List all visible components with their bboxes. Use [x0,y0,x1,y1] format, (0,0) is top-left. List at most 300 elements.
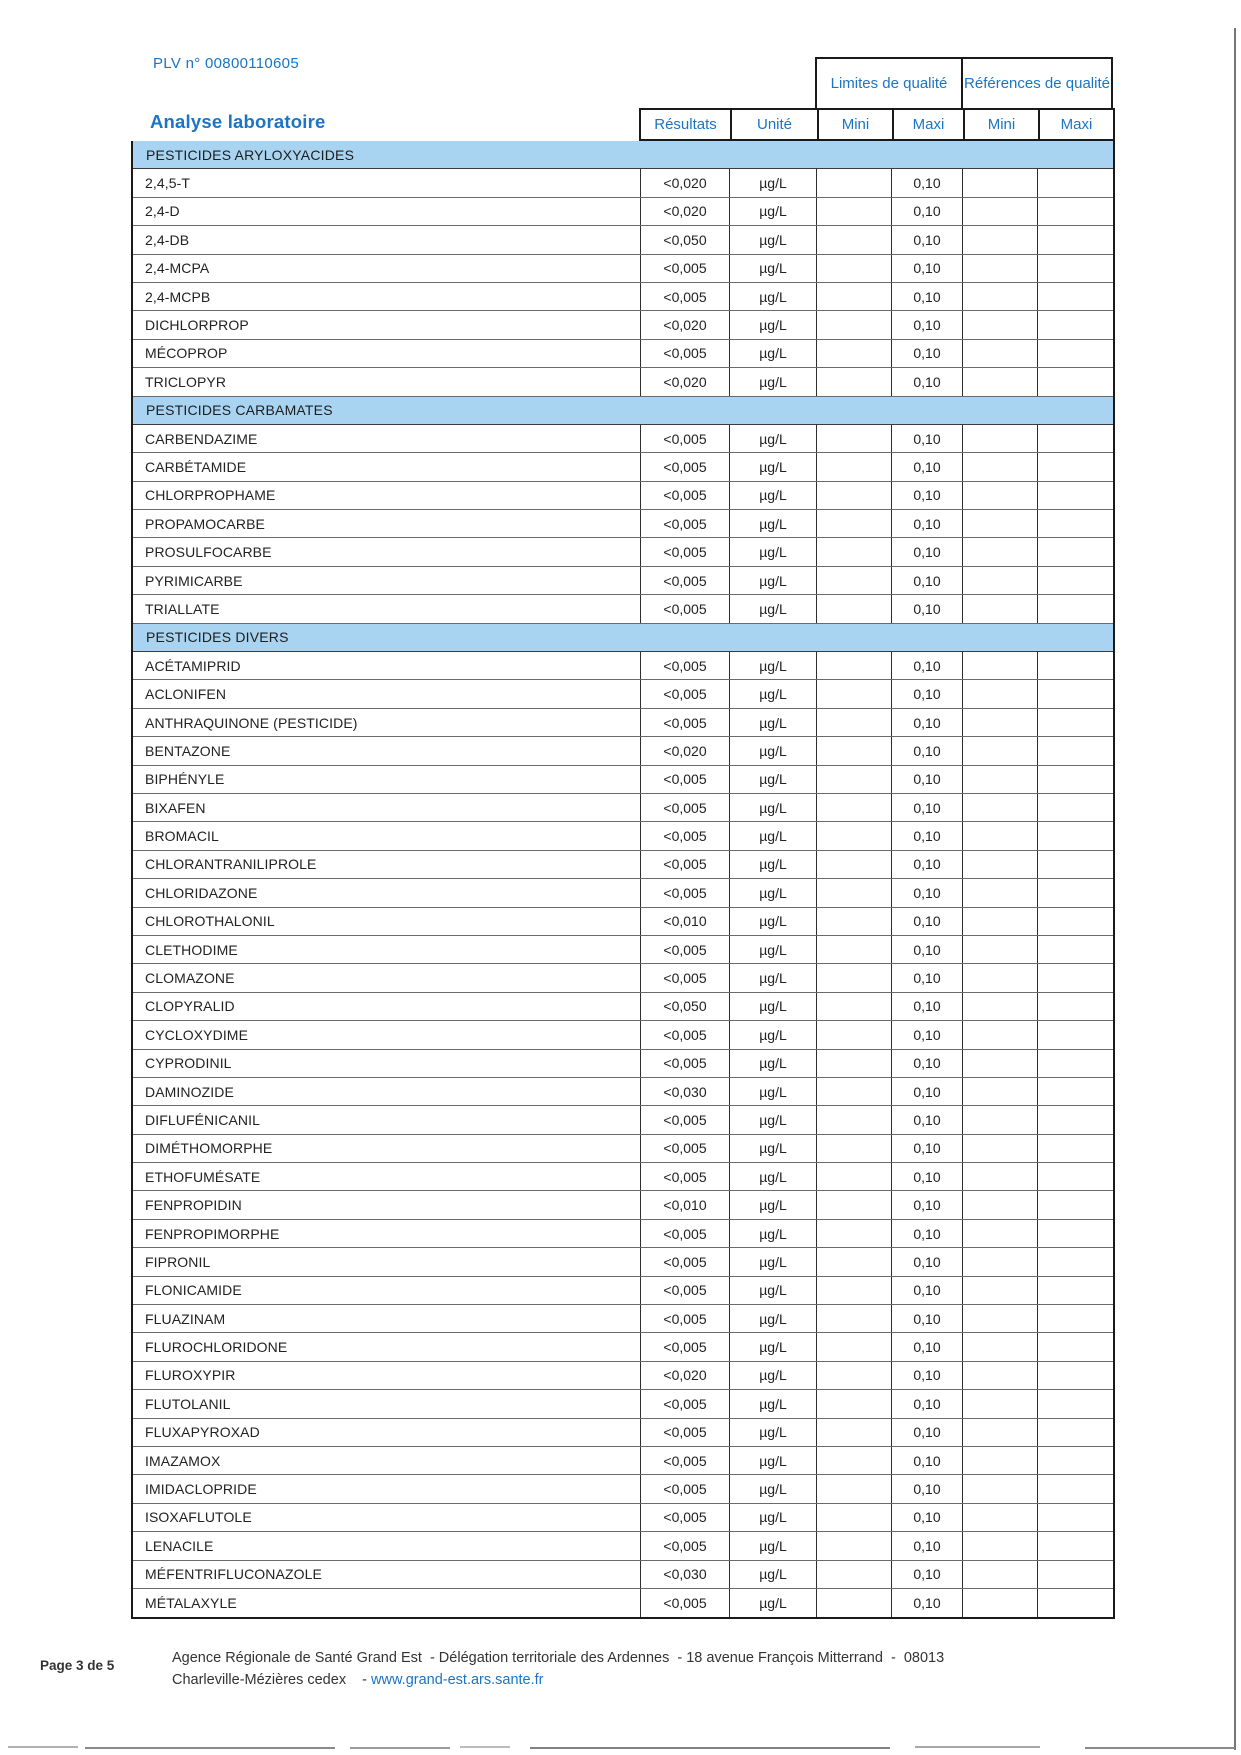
unit-cell: µg/L [730,766,817,793]
result-cell: <0,005 [641,1050,730,1077]
footer-agency-block [172,1647,944,1691]
limit-maxi-cell: 0,10 [892,1135,963,1162]
limit-mini-cell [817,1135,892,1162]
limit-maxi-cell: 0,10 [892,879,963,906]
ref-maxi-cell [1038,1561,1113,1588]
ref-maxi-cell [1038,425,1113,452]
limit-maxi-cell: 0,10 [892,1447,963,1474]
limit-mini-cell [817,1561,892,1588]
ref-mini-cell [963,1248,1038,1275]
ref-maxi-cell [1038,1248,1113,1275]
unit-cell: µg/L [730,964,817,991]
limit-mini-cell [817,1504,892,1531]
unit-cell: µg/L [730,737,817,764]
unit-cell: µg/L [730,510,817,537]
limit-maxi-cell: 0,10 [892,1021,963,1048]
table-row [133,993,1113,1021]
parameter-name-cell: BENTAZONE [133,737,641,764]
unit-cell: µg/L [730,169,817,196]
result-cell: <0,005 [641,680,730,707]
limit-maxi-cell: 0,10 [892,936,963,963]
unit-cell: µg/L [730,1220,817,1247]
parameter-name-cell: 2,4-DB [133,226,641,253]
limit-maxi-cell: 0,10 [892,453,963,480]
table-body [131,141,1115,1619]
ref-maxi-cell [1038,964,1113,991]
ref-maxi-cell [1038,453,1113,480]
parameter-name-cell: CHLOROTHALONIL [133,908,641,935]
limit-maxi-cell: 0,10 [892,425,963,452]
table-row [133,340,1113,368]
table-row [133,794,1113,822]
limit-maxi-cell: 0,10 [892,1532,963,1559]
parameter-name-cell: FENPROPIDIN [133,1191,641,1218]
limit-mini-cell [817,1163,892,1190]
scan-artifact-bottom-line [85,1747,335,1749]
limit-mini-cell [817,1106,892,1133]
ref-mini-cell [963,1561,1038,1588]
unit-cell: µg/L [730,936,817,963]
ref-mini-cell [963,1390,1038,1417]
table-row [133,226,1113,254]
parameter-name-cell: 2,4-D [133,198,641,225]
ref-maxi-cell [1038,169,1113,196]
limit-mini-cell [817,680,892,707]
ref-mini-cell [963,595,1038,622]
result-cell: <0,005 [641,1447,730,1474]
unit-cell: µg/L [730,1248,817,1275]
page-number: Page 3 de 5 [40,1658,115,1673]
result-cell: <0,005 [641,1532,730,1559]
limit-maxi-cell: 0,10 [892,1106,963,1133]
ref-maxi-cell [1038,851,1113,878]
ref-maxi-cell [1038,538,1113,565]
limit-maxi-cell: 0,10 [892,1078,963,1105]
ref-mini-cell [963,879,1038,906]
unit-cell: µg/L [730,879,817,906]
parameter-name-cell: FIPRONIL [133,1248,641,1275]
parameter-name-cell: CLOPYRALID [133,993,641,1020]
references-group-label: Références de qualité [964,74,1110,92]
parameter-name-cell: PYRIMICARBE [133,567,641,594]
result-cell: <0,010 [641,1191,730,1218]
result-cell: <0,020 [641,198,730,225]
result-cell: <0,005 [641,851,730,878]
limit-maxi-cell: 0,10 [892,1050,963,1077]
limit-maxi-cell: 0,10 [892,766,963,793]
ref-maxi-cell [1038,737,1113,764]
ref-mini-cell [963,1220,1038,1247]
result-cell: <0,005 [641,1305,730,1332]
limit-maxi-cell: 0,10 [892,1419,963,1446]
ref-mini-cell [963,226,1038,253]
ref-mini-cell [963,368,1038,395]
ref-mini-cell [963,993,1038,1020]
limit-mini-cell [817,198,892,225]
limit-maxi-cell: 0,10 [892,993,963,1020]
ref-maxi-cell [1038,1220,1113,1247]
table-row [133,595,1113,623]
column-header-unite: Unité [730,108,819,141]
table-column-headers [639,108,1115,141]
table-row [133,1362,1113,1390]
unit-cell: µg/L [730,368,817,395]
limit-mini-cell [817,482,892,509]
limit-mini-cell [817,993,892,1020]
table-row [133,1504,1113,1532]
parameter-name-cell: ACLONIFEN [133,680,641,707]
ref-maxi-cell [1038,368,1113,395]
unit-cell: µg/L [730,1475,817,1502]
ref-mini-cell [963,1504,1038,1531]
limit-mini-cell [817,1532,892,1559]
unit-cell: µg/L [730,993,817,1020]
table-row [133,1333,1113,1361]
result-cell: <0,005 [641,283,730,310]
parameter-name-cell: CHLORANTRANILIPROLE [133,851,641,878]
limit-mini-cell [817,964,892,991]
section-header [133,141,1113,169]
limit-mini-cell [817,1050,892,1077]
ref-mini-cell [963,538,1038,565]
limit-maxi-cell: 0,10 [892,255,963,282]
table-row [133,255,1113,283]
limit-mini-cell [817,1220,892,1247]
ref-maxi-cell [1038,595,1113,622]
unit-cell: µg/L [730,1532,817,1559]
unit-cell: µg/L [730,1447,817,1474]
limit-mini-cell [817,652,892,679]
result-cell: <0,005 [641,1419,730,1446]
result-cell: <0,020 [641,368,730,395]
ref-mini-cell [963,1135,1038,1162]
ref-maxi-cell [1038,936,1113,963]
unit-cell: µg/L [730,709,817,736]
unit-cell: µg/L [730,538,817,565]
unit-cell: µg/L [730,1390,817,1417]
result-cell: <0,005 [641,936,730,963]
result-cell: <0,020 [641,311,730,338]
limit-mini-cell [817,453,892,480]
table-row [133,1475,1113,1503]
result-cell: <0,005 [641,1504,730,1531]
table-row [133,1390,1113,1418]
ref-mini-cell [963,908,1038,935]
limit-maxi-cell: 0,10 [892,1220,963,1247]
ref-maxi-cell [1038,1191,1113,1218]
table-row [133,1305,1113,1333]
parameter-name-cell: ACÉTAMIPRID [133,652,641,679]
ref-maxi-cell [1038,340,1113,367]
table-row [133,1248,1113,1276]
limit-maxi-cell: 0,10 [892,1561,963,1588]
ref-maxi-cell [1038,1305,1113,1332]
table-row [133,283,1113,311]
limit-maxi-cell: 0,10 [892,1191,963,1218]
ref-mini-cell [963,510,1038,537]
unit-cell: µg/L [730,198,817,225]
table-row [133,198,1113,226]
limit-mini-cell [817,851,892,878]
ref-maxi-cell [1038,198,1113,225]
limit-maxi-cell: 0,10 [892,1248,963,1275]
limit-mini-cell [817,283,892,310]
ref-mini-cell [963,1362,1038,1389]
ref-maxi-cell [1038,1390,1113,1417]
table-row [133,567,1113,595]
plv-number: PLV n° 00800110605 [153,55,299,72]
limit-maxi-cell: 0,10 [892,595,963,622]
table-row [133,709,1113,737]
limit-maxi-cell: 0,10 [892,680,963,707]
ref-mini-cell [963,340,1038,367]
ref-mini-cell [963,851,1038,878]
table-row [133,766,1113,794]
unit-cell: µg/L [730,283,817,310]
limit-maxi-cell: 0,10 [892,510,963,537]
limit-mini-cell [817,1191,892,1218]
parameter-name-cell: CYPRODINIL [133,1050,641,1077]
ref-maxi-cell [1038,680,1113,707]
unit-cell: µg/L [730,794,817,821]
limit-mini-cell [817,709,892,736]
parameter-name-cell: ANTHRAQUINONE (PESTICIDE) [133,709,641,736]
parameter-name-cell: 2,4-MCPB [133,283,641,310]
table-row [133,737,1113,765]
limit-maxi-cell: 0,10 [892,482,963,509]
unit-cell: µg/L [730,1106,817,1133]
ref-maxi-cell [1038,1135,1113,1162]
limit-mini-cell [817,255,892,282]
ref-mini-cell [963,652,1038,679]
limit-maxi-cell: 0,10 [892,709,963,736]
table-row [133,1419,1113,1447]
parameter-name-cell: ETHOFUMÉSATE [133,1163,641,1190]
unit-cell: µg/L [730,822,817,849]
unit-cell: µg/L [730,453,817,480]
parameter-name-cell: BIPHÉNYLE [133,766,641,793]
parameter-name-cell: FLUAZINAM [133,1305,641,1332]
ref-mini-cell [963,1021,1038,1048]
result-cell: <0,005 [641,1220,730,1247]
limit-mini-cell [817,567,892,594]
limit-maxi-cell: 0,10 [892,368,963,395]
scan-artifact-bottom-line [460,1746,510,1748]
limites-group-label: Limites de qualité [830,74,948,92]
limit-maxi-cell: 0,10 [892,283,963,310]
limit-mini-cell [817,936,892,963]
unit-cell: µg/L [730,1333,817,1360]
limit-mini-cell [817,226,892,253]
ref-mini-cell [963,567,1038,594]
unit-cell: µg/L [730,1305,817,1332]
limit-mini-cell [817,1305,892,1332]
limit-mini-cell [817,1447,892,1474]
ref-maxi-cell [1038,1532,1113,1559]
table-row [133,1277,1113,1305]
ref-mini-cell [963,1333,1038,1360]
ref-maxi-cell [1038,283,1113,310]
unit-cell: µg/L [730,1419,817,1446]
parameter-name-cell: PROPAMOCARBE [133,510,641,537]
unit-cell: µg/L [730,851,817,878]
unit-cell: µg/L [730,680,817,707]
ref-mini-cell [963,425,1038,452]
parameter-name-cell: MÉCOPROP [133,340,641,367]
result-cell: <0,005 [641,1277,730,1304]
ref-maxi-cell [1038,908,1113,935]
unit-cell: µg/L [730,1078,817,1105]
limit-mini-cell [817,1475,892,1502]
ref-mini-cell [963,169,1038,196]
ref-maxi-cell [1038,1504,1113,1531]
ref-maxi-cell [1038,1362,1113,1389]
parameter-name-cell: 2,4-MCPA [133,255,641,282]
limit-mini-cell [817,1589,892,1617]
ref-maxi-cell [1038,311,1113,338]
limit-maxi-cell: 0,10 [892,169,963,196]
limit-maxi-cell: 0,10 [892,1475,963,1502]
result-cell: <0,005 [641,709,730,736]
unit-cell: µg/L [730,908,817,935]
ref-maxi-cell [1038,567,1113,594]
ref-maxi-cell [1038,1163,1113,1190]
parameter-name-cell: MÉFENTRIFLUCONAZOLE [133,1561,641,1588]
ref-mini-cell [963,794,1038,821]
unit-cell: µg/L [730,1135,817,1162]
result-cell: <0,005 [641,822,730,849]
scan-artifact-bottom-line [350,1747,450,1749]
column-header-references-mini: Mini [963,108,1040,141]
ref-maxi-cell [1038,1589,1113,1617]
ref-maxi-cell [1038,709,1113,736]
unit-cell: µg/L [730,311,817,338]
limit-mini-cell [817,737,892,764]
result-cell: <0,005 [641,794,730,821]
unit-cell: µg/L [730,255,817,282]
result-cell: <0,005 [641,1589,730,1617]
result-cell: <0,005 [641,255,730,282]
ref-mini-cell [963,822,1038,849]
scan-artifact-bottom-line [530,1747,890,1749]
ref-maxi-cell [1038,1277,1113,1304]
footer-agency-line1: Agence Régionale de Santé Grand Est - Délégation territoriale des Ardennes - 18 avenue François Mitterrand - 08013 [172,1650,945,1666]
ref-maxi-cell [1038,1078,1113,1105]
limit-maxi-cell: 0,10 [892,794,963,821]
table-row [133,1050,1113,1078]
unit-cell: µg/L [730,1021,817,1048]
table-row [133,425,1113,453]
limit-maxi-cell: 0,10 [892,198,963,225]
result-cell: <0,005 [641,1135,730,1162]
parameter-name-cell: BROMACIL [133,822,641,849]
ref-mini-cell [963,737,1038,764]
table-row [133,1078,1113,1106]
ref-maxi-cell [1038,822,1113,849]
ref-mini-cell [963,1078,1038,1105]
scan-artifact-bottom-line [1085,1747,1235,1749]
parameter-name-cell: CLOMAZONE [133,964,641,991]
unit-cell: µg/L [730,482,817,509]
table-row [133,851,1113,879]
ref-mini-cell [963,311,1038,338]
ref-maxi-cell [1038,1021,1113,1048]
table-row [133,1561,1113,1589]
table-row [133,169,1113,197]
limit-mini-cell [817,1333,892,1360]
parameter-name-cell: 2,4,5-T [133,169,641,196]
table-row [133,311,1113,339]
result-cell: <0,005 [641,340,730,367]
ref-maxi-cell [1038,652,1113,679]
limit-maxi-cell: 0,10 [892,1390,963,1417]
unit-cell: µg/L [730,1589,817,1617]
limit-mini-cell [817,822,892,849]
table-row [133,368,1113,396]
limit-maxi-cell: 0,10 [892,822,963,849]
ref-mini-cell [963,283,1038,310]
result-cell: <0,005 [641,510,730,537]
ref-mini-cell [963,1163,1038,1190]
ref-maxi-cell [1038,993,1113,1020]
ref-maxi-cell [1038,1447,1113,1474]
limit-maxi-cell: 0,10 [892,652,963,679]
result-cell: <0,005 [641,425,730,452]
table-row [133,1106,1113,1134]
unit-cell: µg/L [730,226,817,253]
scan-artifact-bottom-line [915,1746,1040,1748]
ref-mini-cell [963,1532,1038,1559]
limites-de-qualite-group-header [815,57,963,110]
result-cell: <0,005 [641,964,730,991]
limit-mini-cell [817,1248,892,1275]
column-header-references-maxi: Maxi [1038,108,1115,141]
result-cell: <0,005 [641,1163,730,1190]
table-row [133,482,1113,510]
parameter-name-cell: FLUTOLANIL [133,1390,641,1417]
limit-mini-cell [817,538,892,565]
unit-cell: µg/L [730,1561,817,1588]
ref-mini-cell [963,1050,1038,1077]
parameter-name-cell: BIXAFEN [133,794,641,821]
limit-maxi-cell: 0,10 [892,964,963,991]
table-row [133,652,1113,680]
ref-mini-cell [963,766,1038,793]
limit-maxi-cell: 0,10 [892,538,963,565]
result-cell: <0,030 [641,1561,730,1588]
result-cell: <0,005 [641,1390,730,1417]
parameter-name-cell: CHLORIDAZONE [133,879,641,906]
ref-mini-cell [963,1419,1038,1446]
parameter-name-cell: FLONICAMIDE [133,1277,641,1304]
footer-agency-line2: Charleville-Mézières cedex - [172,1672,372,1688]
result-cell: <0,020 [641,1362,730,1389]
parameter-name-cell: DAMINOZIDE [133,1078,641,1105]
unit-cell: µg/L [730,1163,817,1190]
result-cell: <0,005 [641,766,730,793]
result-cell: <0,005 [641,1475,730,1502]
result-cell: <0,005 [641,453,730,480]
footer-website-link[interactable]: www.grand-est.ars.sante.fr [371,1672,544,1688]
unit-cell: µg/L [730,1191,817,1218]
result-cell: <0,005 [641,595,730,622]
page-title: Analyse laboratoire [150,111,326,132]
ref-mini-cell [963,1305,1038,1332]
limit-maxi-cell: 0,10 [892,226,963,253]
ref-mini-cell [963,1447,1038,1474]
limit-mini-cell [817,340,892,367]
result-cell: <0,050 [641,993,730,1020]
